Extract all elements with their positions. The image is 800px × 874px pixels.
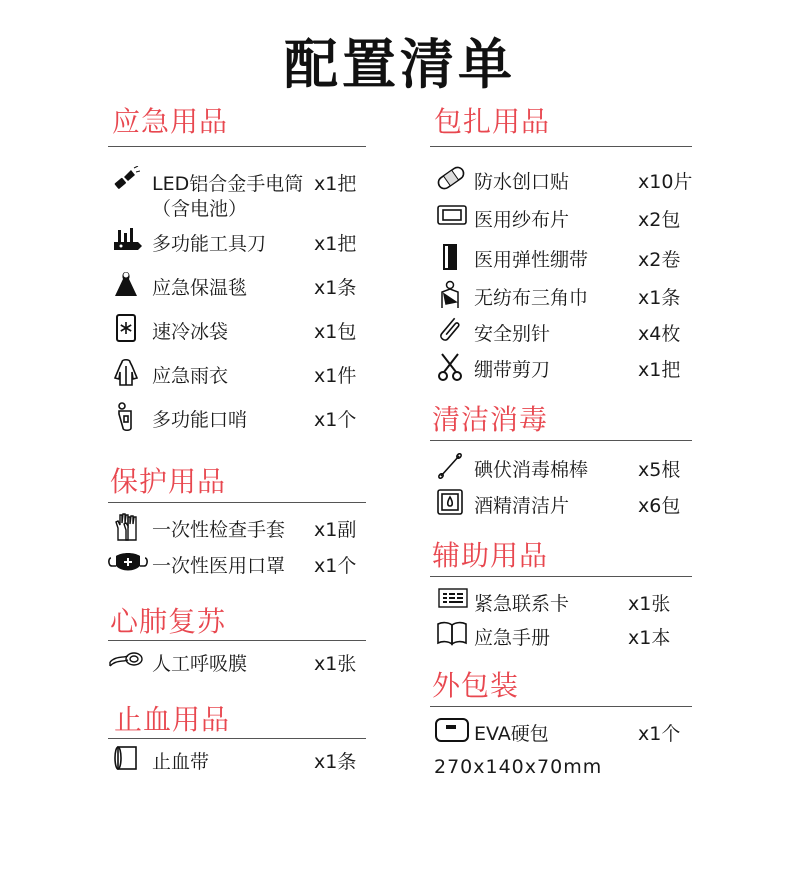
item-qty: x1条 bbox=[638, 287, 681, 309]
item-qty: x1张 bbox=[314, 653, 357, 675]
item-qty: x1个 bbox=[638, 723, 681, 745]
divider bbox=[108, 502, 366, 503]
list-item bbox=[430, 488, 692, 518]
divider bbox=[108, 738, 366, 739]
whistle-icon bbox=[112, 402, 140, 430]
item-qty: x10片 bbox=[638, 171, 693, 193]
gauze-icon bbox=[436, 202, 468, 230]
list-item bbox=[108, 358, 366, 388]
list-item bbox=[108, 166, 366, 222]
item-name: 人工呼吸膜 bbox=[152, 653, 248, 675]
section-title: 应急用品 bbox=[112, 105, 229, 138]
list-item bbox=[430, 280, 692, 310]
item-name: 安全别针 bbox=[474, 323, 551, 345]
eva-case-icon bbox=[434, 716, 470, 744]
item-qty: x2包 bbox=[638, 209, 681, 231]
package-dimensions: 270x140x70mm bbox=[434, 756, 603, 778]
divider bbox=[108, 640, 366, 641]
tourniquet-icon bbox=[112, 744, 140, 772]
list-item bbox=[108, 548, 366, 578]
contact-card-icon bbox=[438, 586, 468, 614]
divider bbox=[430, 146, 692, 147]
item-name: 应急保温毯 bbox=[152, 277, 248, 299]
item-qty: x1张 bbox=[628, 593, 671, 615]
item-note: （含电池） bbox=[152, 198, 248, 220]
item-qty: x4枚 bbox=[638, 323, 681, 345]
elastic-bandage-icon bbox=[436, 242, 464, 270]
section-title: 外包装 bbox=[432, 669, 520, 702]
section-title: 清洁消毒 bbox=[432, 403, 549, 436]
flashlight-icon bbox=[112, 166, 140, 194]
item-qty: x1把 bbox=[314, 173, 357, 195]
cotton-swab-icon bbox=[436, 452, 464, 480]
item-name: 无纺布三角巾 bbox=[474, 287, 589, 309]
list-item bbox=[108, 226, 366, 256]
item-name: 多功能工具刀 bbox=[152, 233, 267, 255]
list-item bbox=[430, 202, 692, 232]
list-item bbox=[430, 620, 692, 650]
item-name: 医用弹性绷带 bbox=[474, 249, 589, 271]
item-qty: x1条 bbox=[314, 277, 357, 299]
list-item bbox=[430, 352, 692, 382]
multitool-icon bbox=[112, 226, 140, 254]
item-qty: x1条 bbox=[314, 751, 357, 773]
item-qty: x5根 bbox=[638, 459, 681, 481]
item-name: 多功能口哨 bbox=[152, 409, 248, 431]
item-name: 应急手册 bbox=[474, 627, 551, 649]
item-name: 碘伏消毒棉棒 bbox=[474, 459, 589, 481]
divider bbox=[430, 576, 692, 577]
triangle-bandage-icon bbox=[436, 280, 464, 308]
gloves-icon bbox=[112, 512, 140, 540]
divider bbox=[108, 146, 366, 147]
item-qty: x1个 bbox=[314, 409, 357, 431]
list-item bbox=[430, 316, 692, 346]
list-item bbox=[108, 270, 366, 300]
list-item bbox=[108, 512, 366, 542]
item-qty: x6包 bbox=[638, 495, 681, 517]
list-item bbox=[430, 242, 692, 272]
raincoat-icon bbox=[112, 358, 140, 386]
item-name: 绷带剪刀 bbox=[474, 359, 551, 381]
band-aid-icon bbox=[436, 164, 464, 192]
divider bbox=[430, 706, 692, 707]
item-qty: x1把 bbox=[314, 233, 357, 255]
item-name: 速冷冰袋 bbox=[152, 321, 229, 343]
item-qty: x1包 bbox=[314, 321, 357, 343]
item-qty: x1个 bbox=[314, 555, 357, 577]
mask-icon bbox=[108, 548, 148, 576]
item-name: 防水创口贴 bbox=[474, 171, 570, 193]
item-name: LED铝合金手电筒 bbox=[152, 173, 304, 195]
section-title: 止血用品 bbox=[114, 703, 231, 736]
item-qty: x1件 bbox=[314, 365, 357, 387]
safety-pin-icon bbox=[436, 316, 464, 344]
divider bbox=[430, 440, 692, 441]
item-qty: x1本 bbox=[628, 627, 671, 649]
section-title: 心肺复苏 bbox=[110, 605, 227, 638]
section-title: 保护用品 bbox=[110, 465, 227, 498]
list-item bbox=[430, 164, 692, 194]
item-name: 医用纱布片 bbox=[474, 209, 570, 231]
item-name: 一次性医用口罩 bbox=[152, 555, 286, 577]
item-name: 紧急联系卡 bbox=[474, 593, 570, 615]
alcohol-pad-icon bbox=[436, 488, 464, 516]
item-name: 应急雨衣 bbox=[152, 365, 229, 387]
list-item bbox=[430, 586, 692, 616]
list-item bbox=[430, 452, 692, 482]
section-title: 辅助用品 bbox=[432, 539, 549, 572]
thermal-blanket-icon bbox=[112, 270, 140, 298]
list-item bbox=[430, 716, 692, 746]
item-qty: x1把 bbox=[638, 359, 681, 381]
item-qty: x2卷 bbox=[638, 249, 681, 271]
scissors-icon bbox=[436, 352, 464, 380]
page-title: 配置清单 bbox=[284, 33, 516, 96]
list-item bbox=[108, 844, 366, 874]
ice-pack-icon bbox=[112, 314, 140, 342]
item-name: 酒精清洁片 bbox=[474, 495, 570, 517]
item-qty: x1副 bbox=[314, 519, 357, 541]
item-name: EVA硬包 bbox=[474, 723, 549, 745]
item-name: 止血带 bbox=[152, 751, 210, 773]
list-item bbox=[108, 744, 366, 774]
list-item bbox=[108, 402, 366, 432]
section-title: 包扎用品 bbox=[434, 105, 551, 138]
list-item bbox=[108, 314, 366, 344]
item-name: 一次性检查手套 bbox=[152, 519, 286, 541]
breathing-film-icon bbox=[108, 646, 148, 674]
list-item bbox=[108, 646, 366, 676]
manual-book-icon bbox=[436, 620, 468, 648]
